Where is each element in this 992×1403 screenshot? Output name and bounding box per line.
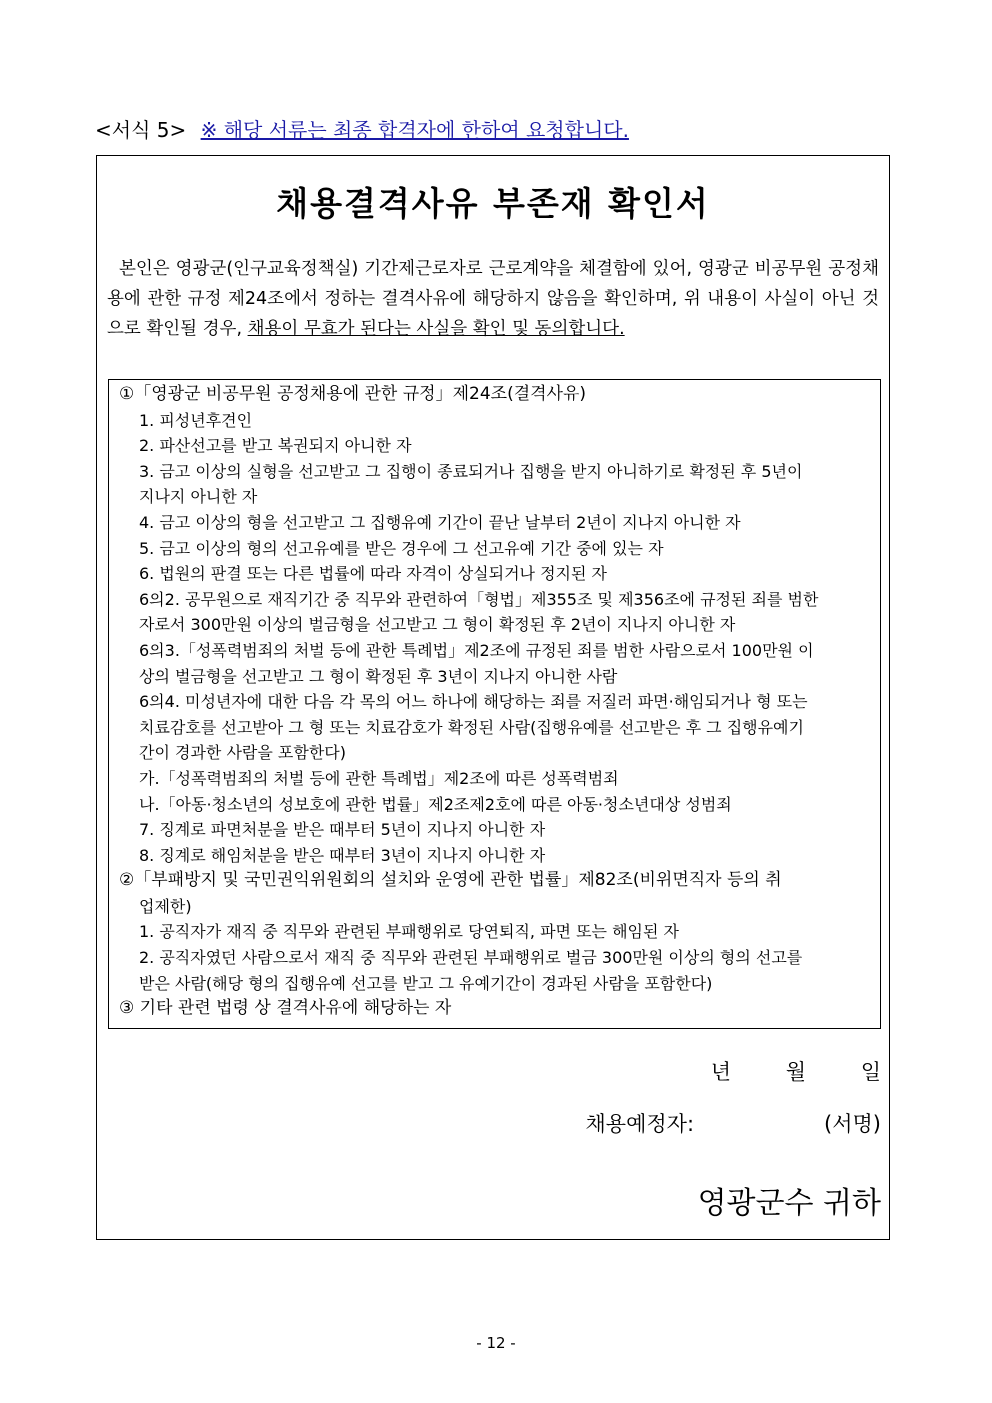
provision-item: 2. 파산선고를 받고 복권되지 아니한 자 <box>139 436 412 456</box>
provision-item: 6. 법원의 판결 또는 다른 법률에 따라 자격이 상실되거나 정지된 자 <box>139 564 607 584</box>
section-2-title: ②「부패방지 및 국민권익위원회의 설치와 운영에 관한 법률」제82조(비위면직자 등의 취 <box>119 870 782 891</box>
provision-item: 1. 피성년후견인 <box>139 410 253 430</box>
provision-item: 3. 금고 이상의 실형을 선고받고 그 집행이 종료되거나 집행을 받지 아니하기로 확정된 후 5년이 <box>139 461 803 481</box>
provision-item: 7. 징계로 파면처분을 받은 때부터 5년이 지나지 아니한 자 <box>139 820 546 840</box>
form-header <box>95 114 629 143</box>
provision-item: 치료감호를 선고받아 그 형 또는 치료감호가 확정된 사람(집행유예를 선고받은 후 그 집행유예기 <box>139 717 804 737</box>
provision-item: 5. 금고 이상의 형의 선고유예를 받은 경우에 그 선고유예 기간 중에 있는 자 <box>139 538 664 558</box>
provisions-box <box>108 379 881 1029</box>
date-line <box>663 1056 881 1086</box>
provision-item: 가.「성폭력범죄의 처벌 등에 관한 특례법」제2조에 따른 성폭력범죄 <box>139 768 619 788</box>
provision-item: 2. 공직자였던 사람으로서 재직 중 직무와 관련된 부패행위로 벌금 300만원 이상의 형의 선고를 <box>139 948 803 968</box>
provision-item: 나.「아동·청소년의 성보호에 관한 법률」제2조제2호에 따른 아동·청소년대상 성범죄 <box>139 794 732 814</box>
provision-item: 상의 벌금형을 선고받고 그 형이 확정된 후 3년이 지나지 아니한 사람 <box>139 666 618 686</box>
provision-item: 받은 사람(해당 형의 집행유예 선고를 받고 그 유예기간이 경과된 사람을 포함한다) <box>139 973 713 993</box>
section-1-title: ①「영광군 비공무원 공정채용에 관한 규정」제24조(결격사유) <box>119 384 587 404</box>
provision-item: 4. 금고 이상의 형을 선고받고 그 집행유예 기간이 끝난 날부터 2년이 지나지 아니한 자 <box>139 512 741 532</box>
section-2-title-continued: 업제한) <box>139 896 192 916</box>
page-number: - 12 - <box>476 1334 516 1352</box>
provision-item: 자로서 300만원 이상의 벌금형을 선고받고 그 형이 확정된 후 2년이 지나지 아니한 자 <box>139 615 736 635</box>
notice-text: ※ 해당 서류는 최종 합격자에 한하여 요청합니다. <box>200 118 629 142</box>
section-3-title: ③ 기타 관련 법령 상 결격사유에 해당하는 자 <box>119 998 452 1019</box>
form-label: <서식 5> <box>95 118 187 142</box>
date-month-label: 월 <box>785 1060 807 1084</box>
form-box <box>96 155 890 1240</box>
date-year-label: 년 <box>710 1060 732 1084</box>
provision-item: 1. 공직자가 재직 중 직무와 관련된 부패행위로 당연퇴직, 파면 또는 해임된 자 <box>139 922 679 942</box>
provision-item: 간이 경과한 사람을 포함한다) <box>139 743 346 763</box>
provision-item: 6의2. 공무원으로 재직기간 중 직무와 관련하여「형법」제355조 및 제356조에 규정된 죄를 범한 <box>139 589 819 609</box>
intro-underlined-text: 채용이 무효가 된다는 사실을 확인 및 동의합니다. <box>247 319 625 339</box>
addressee: 영광군수 귀하 <box>697 1186 881 1221</box>
provision-item: 6의3.「성폭력범죄의 처벌 등에 관한 특례법」제2조에 규정된 죄를 범한 사람으로서 100만원 이 <box>139 640 814 660</box>
intro-paragraph <box>107 254 879 344</box>
signature-label: 채용예정자: <box>585 1112 695 1136</box>
provision-item: 지나지 아니한 자 <box>139 487 258 507</box>
signature-line <box>586 1108 881 1138</box>
document-title: 채용결격사유 부존재 확인서 <box>276 184 710 223</box>
date-day-label: 일 <box>860 1060 881 1084</box>
intro-text: 본인은 영광군(인구교육정책실) 기간제근로자로 근로계약을 체결함에 있어, 영광군 비공무원 공정채용에 관한 규정 제24조에서 정하는 결격사유에 해당하지 않음을 확인하며, 위 내용이 사실이 아닌 것으로 확인될 경우, <box>107 259 879 339</box>
provision-item: 6의4. 미성년자에 대한 다음 각 목의 어느 하나에 해당하는 죄를 저질러 파면·해임되거나 형 또는 <box>139 692 808 712</box>
signature-sign-label: (서명) <box>824 1112 881 1136</box>
provision-item: 8. 징계로 해임처분을 받은 때부터 3년이 지나지 아니한 자 <box>139 845 546 865</box>
